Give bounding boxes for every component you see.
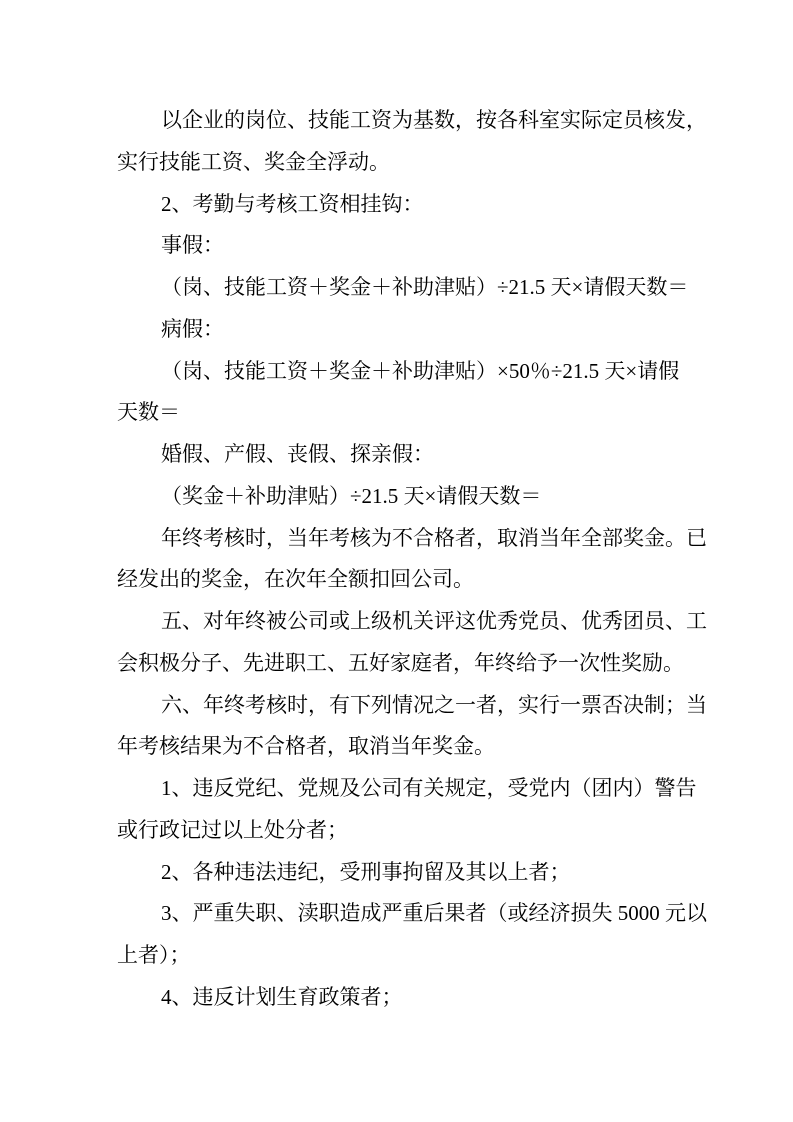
paragraph [117,518,707,602]
paragraph [117,309,677,351]
paragraph [117,351,680,435]
paragraph [117,685,707,769]
paragraph [117,434,677,476]
text-line: （岗、技能工资＋奖金＋补助津贴）×50％÷21.5 天×请假 [161,358,680,383]
text-line: 天数＝ [117,400,180,425]
paragraph [117,184,677,226]
document-body [117,100,707,1019]
text-line: 事假： [161,233,224,258]
paragraph [117,977,677,1019]
text-line: 年考核结果为不合格者，取消当年奖金。 [117,734,495,759]
text-line: 婚假、产假、丧假、探亲假： [161,442,434,466]
text-line: 1、违反党纪、党规及公司有关规定，受党内（团内）警告 [161,776,697,800]
paragraph [117,100,707,184]
text-line: （奖金＋补助津贴）÷21.5 天×请假天数＝ [161,483,542,508]
paragraph [117,601,707,685]
text-line: 上者）； [117,943,191,967]
text-line: 4、违反计划生育政策者； [161,984,403,1009]
text-line: （岗、技能工资＋奖金＋补助津贴）÷21.5 天×请假天数＝ [161,275,689,299]
text-line: 2、各种违法违纪，受刑事拘留及其以上者； [161,859,571,884]
text-line: 实行技能工资、奖金全浮动。 [117,149,390,174]
text-line: 年终考核时，当年考核为不合格者，取消当年全部奖金。已 [161,525,707,550]
text-line: 3、严重失职、渎职造成严重后果者（或经济损失 5000 元以 [161,901,707,926]
text-line: 经发出的奖金，在次年全额扣回公司。 [117,567,474,592]
paragraph [117,225,677,267]
paragraph [117,852,677,894]
paragraph [117,893,707,977]
text-line: 会积极分子、先进职工、五好家庭者，年终给予一次性奖励。 [117,650,684,675]
text-line: 2、考勤与考核工资相挂钩： [161,191,424,216]
paragraph [117,476,677,518]
text-line: 五、对年终被公司或上级机关评这优秀党员、优秀团员、工 [161,609,707,633]
paragraph [117,267,689,309]
text-line: 或行政记过以上处分者； [117,817,348,842]
text-line: 病假： [161,316,224,341]
paragraph [117,768,697,852]
text-line: 六、年终考核时，有下列情况之一者，实行一票否决制；当 [161,692,707,717]
text-line: 以企业的岗位、技能工资为基数，按各科室实际定员核发， [161,108,707,132]
